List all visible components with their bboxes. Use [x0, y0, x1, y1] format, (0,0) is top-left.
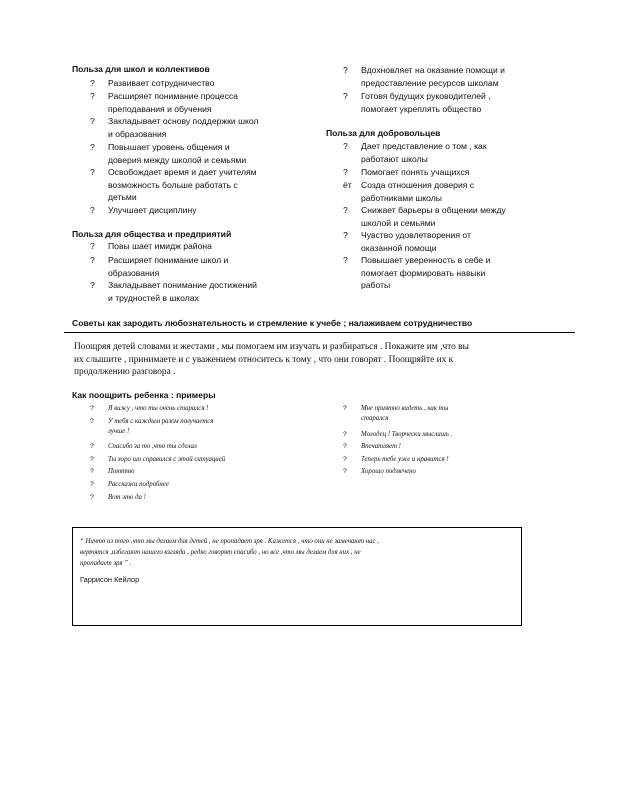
volunteers-benefits-title: Польза для добровольцев	[326, 128, 441, 138]
community-benefit-item: ? Готовя будущих руководителей , помогает укреплять общество	[343, 91, 491, 114]
examples-title: Как поощрить ребенка : примеры	[72, 390, 216, 400]
society-benefit-item: ? Закладывает понимание достижений и трудностей в школах	[90, 280, 257, 303]
example-phrase: ? Я вижу , что ты очень старался !	[90, 405, 209, 412]
example-phrase: ? У тебя с каждым разом получается лучше !	[90, 418, 214, 435]
example-phrase: ? Понятно	[90, 468, 135, 475]
volunteer-benefit-item: ёт Созда отношения доверия с работниками школы	[343, 180, 475, 203]
example-phrase: ? Расскажи подробнее	[90, 481, 169, 488]
example-phrase: ? Спасибо за то ,что ты сделал	[90, 443, 197, 450]
volunteer-benefit-item: ? Чувство удовлетворения от оказанной помощи	[343, 230, 471, 253]
schools-benefit-item: ? Улучшает дисциплину	[90, 205, 197, 215]
schools-benefit-item: ? Освобождает время и дает учителям возможность больше работать с детьми	[90, 167, 257, 203]
schools-benefit-item: ? Развивает сотрудничество	[90, 78, 215, 88]
example-phrase: ? Молодец ! Творчески мыслишь .	[343, 431, 453, 438]
tips-heading: Советы как зародить любознательность и стремление к учебе ; налаживаем сотрудничество	[72, 318, 473, 328]
example-phrase: ? Хорошо подмечено	[343, 468, 416, 475]
example-phrase: ? Вот это да !	[90, 494, 146, 501]
section-divider	[64, 332, 575, 333]
encouragement-paragraph: Поощряя детей словами и жестами , мы помогаем им изучать и разбираться . Покажите им ,что вы их слышите , принимаете и с уважением относитесь к тому , что они говорят . Поощряйте их к продолжению разговора .	[74, 342, 469, 378]
quote-text: “ Ничто из того ,что мы делаем для детей , не пропадает зря . Кажется , что они не замечают нас , вертятся ,избегают нашего взгляда , редко говорят спасибо , но все ,что мы делаем для них , не пропадает зря ” .	[80, 538, 379, 567]
example-phrase: ? Впечатляет !	[343, 443, 401, 450]
community-benefit-item: ? Вдохновляет на оказание помощи и предоставление ресурсов школам	[343, 65, 505, 88]
society-benefit-item: ? Расширяет понимание школ и образования	[90, 255, 229, 278]
example-phrase: ? Мне приятно видеть , как ты старался	[343, 405, 449, 422]
example-phrase: ? Теперь тебе уже и нравится !	[343, 456, 449, 463]
quote-author: Гаррисон Кейлор	[80, 575, 140, 584]
society-benefits-title: Польза для общества и предприятий	[72, 229, 232, 239]
volunteer-benefit-item: ? Дает представление о том , как работают школы	[343, 141, 487, 164]
schools-benefit-item: ? Повышает уровень общения и доверия между школой и семьями	[90, 142, 247, 165]
schools-benefit-item: ? Расширяет понимание процесса преподавания и обучения	[90, 91, 238, 114]
example-phrase: ? Ты хоро шо справился с этой ситуацией	[90, 456, 226, 463]
schools-benefit-item: ? Закладывает основу поддержки школ и образования	[90, 116, 259, 139]
volunteer-benefit-item: ? Повышает уверенность в себе и помогает формировать навыки работы	[343, 255, 491, 291]
volunteer-benefit-item: ? Помогает понять учащихся	[343, 167, 470, 177]
schools-benefits-title: Польза для школ и коллективов	[72, 64, 210, 74]
society-benefit-item: ? Повы шает имидж района	[90, 241, 212, 251]
volunteer-benefit-item: ? Снижает барьеры в общении между школой и семьями	[343, 205, 506, 228]
